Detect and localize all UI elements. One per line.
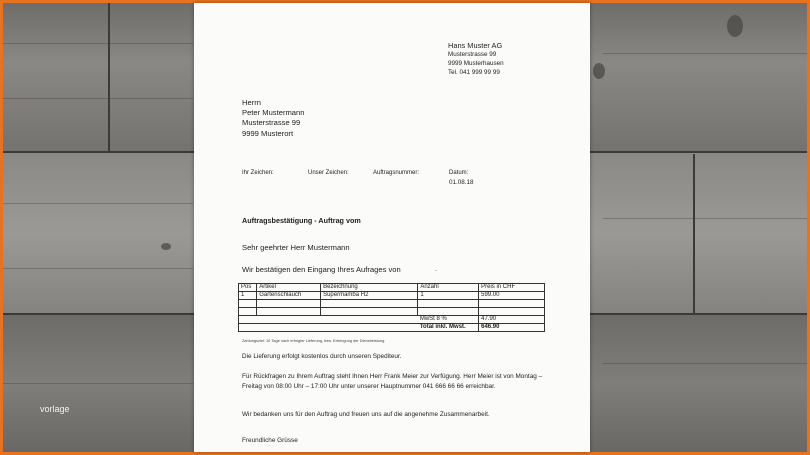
questions-text: Für Rückfragen zu Ihrem Auftrag steht Ihnen Herr Frank Meier zur Verfügung. Herr Meier ist von Montag – Freitag von 08:00 Uhr – 17:00 Uhr unter unserer Hauptnummer 041 666 66 66 erreichbar. [242,373,543,390]
table-row-empty [239,300,545,308]
payment-terms: Zahlungsziel: 10 Tage nach erfolgter Lieferung, bzw. Erbringung der Dienstleistung. [242,338,386,343]
watermark: vorlage [40,404,70,414]
col-header-artikel: Artikel [257,284,321,292]
wood-grain [3,43,193,44]
total-value: 646.90 [479,324,545,332]
table-row-empty [239,308,545,316]
intro-text: Wir bestätigen den Eingang Ihres Aufrages von [242,265,401,274]
wood-knot [727,15,743,37]
recipient-street: Musterstrasse 99 [242,118,301,128]
col-header-bezeichnung: Bezeichnung [321,284,418,292]
letter-subject: Auftragsbestätigung - Auftrag vom [242,216,361,225]
recipient-name: Peter Mustermann [242,108,305,118]
wood-grain [603,218,807,219]
table-row-total [239,324,545,332]
sender-phone: Tel. 041 999 99 99 [448,68,500,76]
ref-auftragsnummer: Auftragsnummer: [373,170,420,176]
total-label: Total inkl. Mwst. [418,324,479,332]
sender-company: Hans Muster AG [448,41,503,50]
intro-dot: . [435,266,437,273]
plank-joint [108,3,110,151]
cell-preis: 599.00 [479,292,545,300]
cell-artikel: Gartenschlauch [257,292,321,300]
table-row [239,292,545,300]
wood-grain [3,98,193,99]
wood-grain [603,363,807,364]
mwst-label: MwSt 8 % [418,316,479,324]
letter-page [194,3,590,452]
wood-grain [603,53,807,54]
plank-joint [693,154,695,313]
table-header-row [239,284,545,292]
closing-text: Freundliche Grüsse [242,437,298,444]
mwst-value: 47.90 [479,316,545,324]
col-header-anzahl: Anzahl [418,284,479,292]
letter-salutation: Sehr geehrter Herr Mustermann [242,243,350,252]
wood-grain [3,203,193,204]
cell-pos: 1 [239,292,257,300]
table-row-mwst [239,316,545,324]
recipient-salutation: Herrn [242,98,261,107]
ref-unser-zeichen: Unser Zeichen: [308,170,349,176]
order-table [238,283,545,332]
ref-datum-value: 01.08.18 [449,179,474,186]
cell-anzahl: 1 [418,292,479,300]
sender-city: 9999 Musterhausen [448,59,504,67]
wood-knot [593,63,605,79]
cell-bezeichnung: Supermamba H2 [321,292,418,300]
col-header-pos: Pos [239,284,257,292]
recipient-address [242,98,304,139]
thanks-text: Wir bedanken uns für den Auftrag und freuen uns auf die angenehme Zusammenarbeit. [242,411,490,418]
ref-datum-label: Datum: [449,170,469,176]
ref-ihr-zeichen: Ihr Zeichen: [242,170,274,176]
col-header-preis: Preis in CHF [479,284,545,292]
delivery-text: Die Lieferung erfolgt kostenlos durch unseren Spediteur. [242,353,402,360]
wood-knot [161,243,171,250]
recipient-city: 9999 Musterort [242,128,294,138]
wood-grain [3,268,193,269]
sender-address [448,41,504,77]
sender-street: Musterstrasse 99 [448,51,497,58]
wood-grain [3,383,193,384]
